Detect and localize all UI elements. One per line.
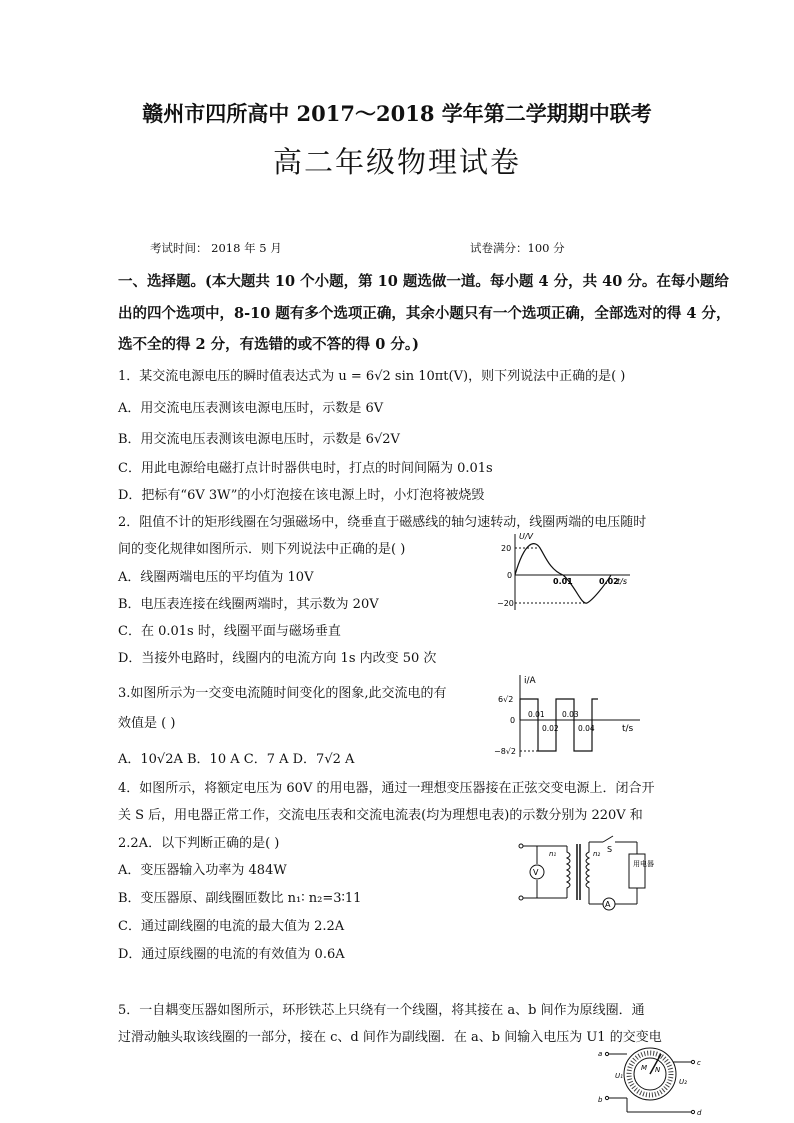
q2-option-d: D．当接外电路时，线圈内的电流方向 1s 内改变 50 次 (118, 651, 437, 666)
q1-option-d: D．把标有“6V 3W”的小灯泡接在该电源上时，小灯泡将被烧毁 (118, 488, 485, 503)
q2-graph-xlabel: t/s (617, 577, 627, 586)
exam-title: 赣州市四所高中 2017～2018 学年第二学期期中联考 (142, 101, 652, 126)
q4-option-a: A．变压器输入功率为 484W (118, 863, 287, 878)
q3-graph-ybottom: −8√2 (494, 747, 516, 756)
q5-c-label: c (697, 1059, 701, 1067)
q4-transformer-circuit (515, 832, 654, 910)
q5-stem-line2: 过滑动触头取该线圈的一部分，接在 c、d 间作为副线圈．在 a、b 间输入电压为 U1 的交变电 (118, 1030, 662, 1045)
q2-graph-ylabel: U/V (519, 532, 534, 541)
q4-voltmeter-label: V (533, 868, 539, 877)
q5-stem-line1: 5．一自耦变压器如图所示，环形铁芯上只绕有一个线圈，将其接在 a、b 间作为原线圈．通 (118, 1003, 645, 1018)
q3-graph-ytop: 6√2 (498, 695, 514, 704)
q2-voltage-graph (495, 530, 635, 612)
q3-graph-ylabel: i/A (524, 676, 536, 686)
q2-graph-ytop: 20 (501, 544, 512, 553)
q4-n1-label: n₁ (549, 850, 557, 858)
exam-time: 考试时间： 2018 年 5 月 (150, 241, 282, 255)
q4-ammeter-label: A (605, 900, 611, 909)
q3-graph-x4: 0.04 (578, 724, 595, 733)
q2-graph-x2: 0.02 (599, 577, 619, 586)
q5-a-label: a (598, 1050, 603, 1058)
q4-option-b: B．变压器原、副线圈匝数比 n₁∶ n₂=3∶11 (118, 891, 362, 906)
q2-stem-line1: 2．阻值不计的矩形线圈在匀强磁场中，绕垂直于磁感线的轴匀速转动，线圈两端的电压随时 (118, 515, 647, 530)
q5-b-label: b (598, 1096, 603, 1104)
q1-option-a: A．用交流电压表测该电源电压时，示数是 6V (118, 401, 384, 416)
q3-graph-x2: 0.02 (542, 724, 559, 733)
q4-load-label: 用电器 (633, 860, 654, 868)
q2-option-c: C．在 0.01s 时，线圈平面与磁场垂直 (118, 624, 341, 639)
q4-stem-line2: 关 S 后，用电器正常工作，交流电压表和交流电流表(均为理想电表)的示数分别为 220V 和 (118, 808, 643, 823)
exam-subtitle: 高二年级物理试卷 (272, 145, 521, 179)
q2-stem-line2: 间的变化规律如图所示．则下列说法中正确的是( ) (118, 542, 406, 557)
q4-switch-label: S (607, 845, 613, 854)
q3-graph-x3: 0.03 (562, 710, 579, 719)
q1-option-c: C．用此电源给电磁打点计时器供电时，打点的时间间隔为 0.01s (118, 461, 493, 476)
q4-n2-label: n₂ (593, 850, 601, 858)
q3-stem-line2: 效值是 ( ) (118, 716, 176, 731)
q3-graph-xlabel: t/s (622, 724, 634, 734)
q5-u1-label: U₁ (615, 1072, 623, 1080)
section-instructions-line1: 一、选择题。(本大题共 10 个小题，第 10 题选做一道。每小题 4 分，共 40 分。在每小题给 (118, 273, 729, 290)
full-score: 试卷满分：100 分 (470, 241, 565, 255)
q3-current-graph (490, 673, 650, 759)
q1-option-b: B．用交流电压表测该电源电压时，示数是 6√2V (118, 432, 400, 447)
q3-options: A．10√2A B．10 A C．7 A D．7√2 A (118, 752, 355, 767)
q5-n-label: N (655, 1066, 661, 1074)
q3-graph-x1: 0.01 (528, 710, 545, 719)
q2-option-b: B．电压表连接在线圈两端时，其示数为 20V (118, 597, 379, 612)
q4-option-d: D．通过原线圈的电流的有效值为 0.6A (118, 947, 345, 962)
section-instructions-line3: 选不全的得 2 分，有选错的或不答的得 0 分。) (118, 336, 419, 353)
q2-graph-ybottom: −20 (497, 599, 514, 608)
q1-stem: 1．某交流电源电压的瞬时值表达式为 u = 6√2 sin 10πt(V)，则下列说法中正确的是( ) (118, 369, 626, 384)
section-instructions-line2: 出的四个选项中，8-10 题有多个选项正确，其余小题只有一个选项正确，全部选对的得 4 分， (118, 305, 731, 322)
q2-option-a: A．线圈两端电压的平均值为 10V (118, 570, 314, 585)
q4-option-c: C．通过副线圈的电流的最大值为 2.2A (118, 919, 345, 934)
q4-stem-line1: 4．如图所示，将额定电压为 60V 的用电器，通过一理想变压器接在正弦交变电源上．闭合开 (118, 781, 655, 796)
q5-d-label: d (697, 1109, 702, 1117)
q3-graph-origin: 0 (510, 716, 516, 725)
q5-m-label: M (641, 1064, 648, 1072)
q4-stem-line3: 2.2A．以下判断正确的是( ) (118, 836, 280, 851)
q3-stem-line1: 3.如图所示为一交变电流随时间变化的图象,此交流电的有 (118, 686, 447, 701)
q2-graph-origin: 0 (507, 571, 513, 580)
q5-autotransformer-figure (595, 1044, 705, 1120)
q5-u2-label: U₂ (679, 1078, 687, 1086)
q2-graph-x1: 0.01 (553, 577, 573, 586)
